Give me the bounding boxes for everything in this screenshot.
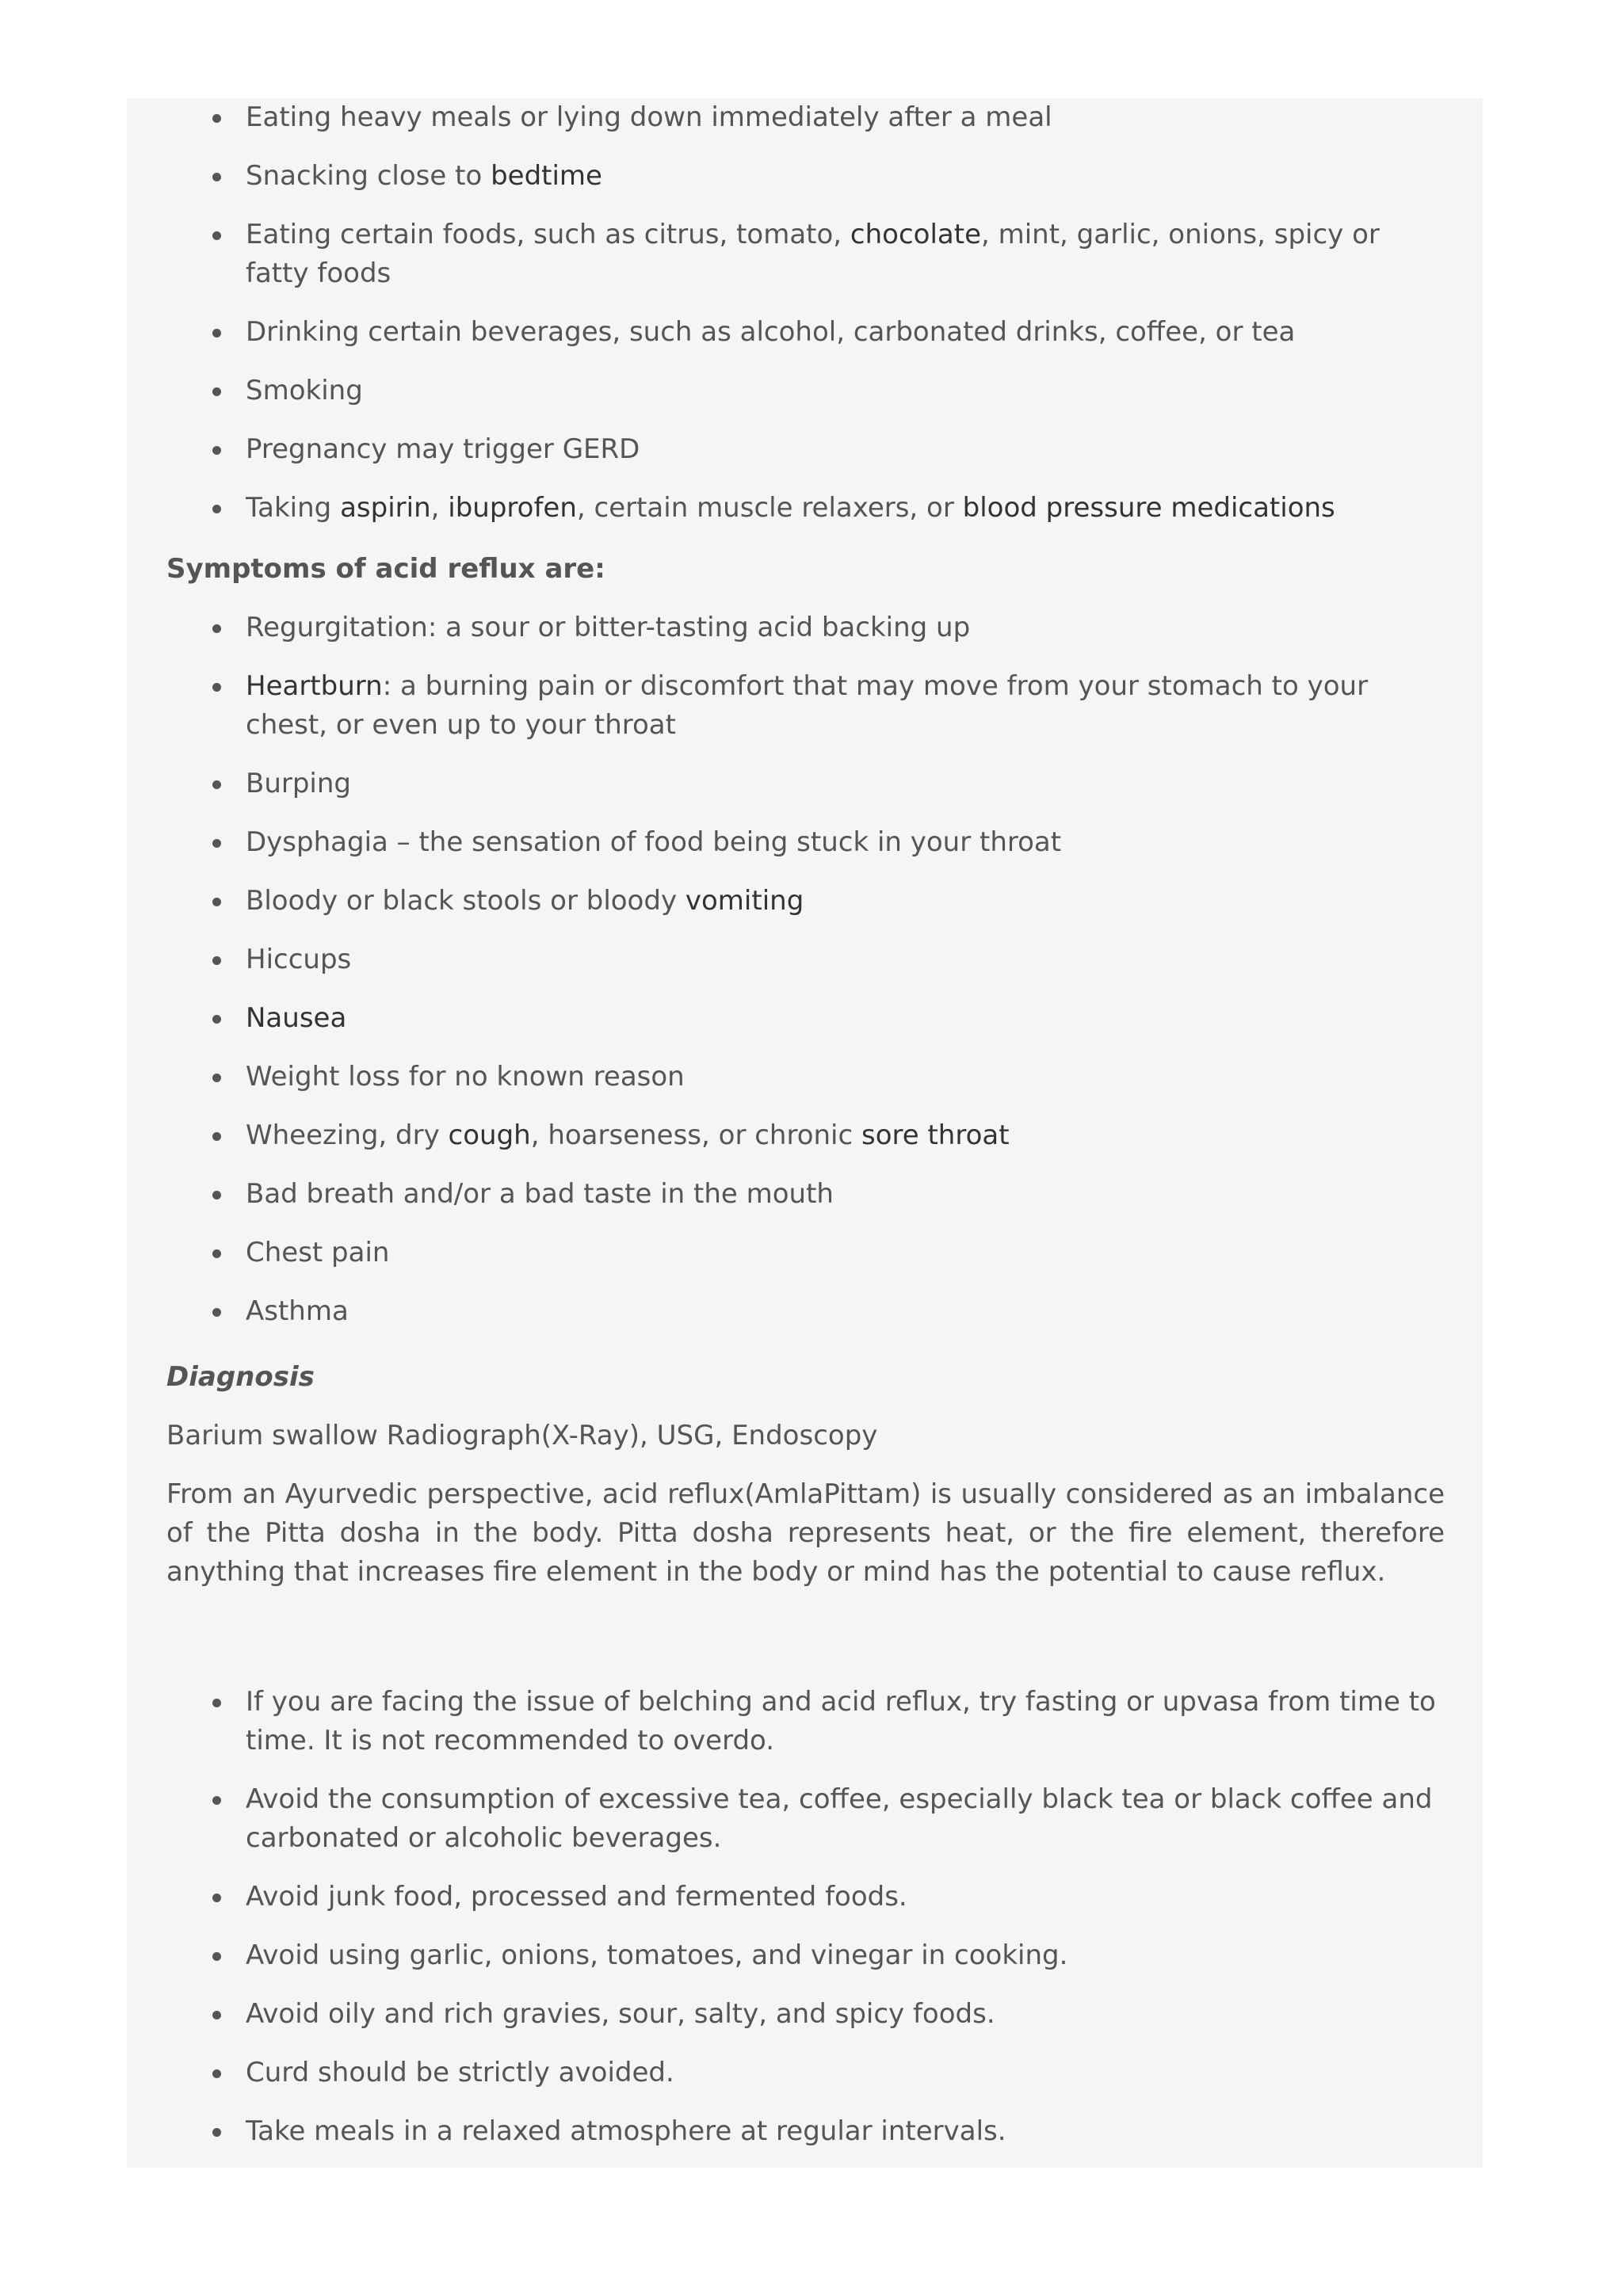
advice-list (166, 1683, 1445, 2151)
causes-section (166, 98, 1445, 547)
list-item (166, 608, 1445, 647)
diagnosis-text-wrap (166, 1417, 1445, 1455)
inline-link[interactable]: cough (448, 1119, 531, 1151)
list-item-text: Asthma (246, 1295, 349, 1327)
list-item-text: Regurgitation: a sour or bitter-tasting acid backing up (246, 612, 971, 643)
list-item-text: If you are facing the issue of belching and acid reflux, try fasting or upvasa from time to time. It is not recommended to overdo. (246, 1686, 1436, 1756)
list-item (166, 765, 1445, 803)
advice-section (166, 1683, 1445, 2171)
list-item (166, 823, 1445, 862)
list-item-text: Snacking close to (246, 160, 491, 192)
list-item-text: Avoid the consumption of excessive tea, coffee, especially black tea or black coffee and carbonated or alcoholic beverages. (246, 1783, 1433, 1854)
list-item-text: Hiccups (246, 944, 352, 975)
list-item-text: Avoid using garlic, onions, tomatoes, and vinegar in cooking. (246, 1939, 1068, 1971)
list-item (166, 1683, 1445, 1760)
inline-link[interactable]: blood pressure medications (962, 492, 1335, 524)
list-item (166, 882, 1445, 921)
list-item-text: Avoid junk food, processed and fermented foods. (246, 1881, 907, 1913)
list-item-text: Wheezing, dry (246, 1119, 449, 1151)
symptoms-section (166, 608, 1445, 1351)
list-item-text: Drinking certain beverages, such as alcohol, carbonated drinks, coffee, or tea (246, 316, 1296, 348)
list-item (166, 372, 1445, 410)
ayurveda-paragraph: From an Ayurvedic perspective, acid reflux(AmlaPittam) is usually considered as an imbalance of the Pitta dosha in the body. Pitta dosha represents heat, or the fire element, therefore anything that increases fire element in the body or mind has the potential to cause reflux. (166, 1478, 1445, 1588)
diagnosis-text: Barium swallow Radiograph(X-Ray), USG, Endoscopy (166, 1420, 878, 1451)
list-item-text: , hoarseness, or chronic (530, 1119, 861, 1151)
inline-link[interactable]: Nausea (246, 1002, 347, 1034)
list-item (166, 1878, 1445, 1917)
list-item-text: Avoid oily and rich gravies, sour, salty, and spicy foods. (246, 1998, 995, 2030)
symptoms-heading: Symptoms of acid reflux are: (166, 553, 605, 585)
list-item (166, 999, 1445, 1038)
list-item-text: Take meals in a relaxed atmosphere at regular intervals. (246, 2115, 1006, 2147)
inline-link[interactable]: vomiting (685, 885, 804, 917)
list-item-text: Taking (246, 492, 341, 524)
inline-link[interactable]: bedtime (491, 160, 602, 192)
list-item-text: Eating certain foods, such as citrus, tomato, (246, 219, 850, 250)
list-item (166, 98, 1445, 137)
diagnosis-heading-wrap (166, 1358, 1445, 1397)
symptoms-list (166, 608, 1445, 1331)
list-item-text: Curd should be strictly avoided. (246, 2057, 674, 2088)
diagnosis-heading: Diagnosis (166, 1361, 315, 1393)
list-item (166, 1936, 1445, 1975)
list-item-text: : a burning pain or discomfort that may move from your stomach to your chest, or even up to your throat (246, 670, 1369, 741)
article-panel (127, 98, 1483, 2168)
list-item (166, 1175, 1445, 1214)
list-item-text: Pregnancy may trigger GERD (246, 433, 640, 465)
list-item-text: , mint, garlic, onions, spicy or fatty foods (246, 219, 1380, 289)
list-item (166, 1995, 1445, 2034)
list-item (166, 313, 1445, 352)
list-item-text: Bad breath and/or a bad taste in the mouth (246, 1178, 834, 1210)
inline-link[interactable]: Heartburn (246, 670, 383, 702)
list-item-text: Dysphagia – the sensation of food being stuck in your throat (246, 826, 1062, 858)
list-item-text: Bloody or black stools or bloody (246, 885, 685, 917)
list-item (166, 430, 1445, 469)
list-item (166, 2054, 1445, 2092)
causes-list (166, 98, 1445, 528)
list-item (166, 1234, 1445, 1272)
list-item-text: , (430, 492, 449, 524)
list-item (166, 2112, 1445, 2151)
list-item (166, 667, 1445, 745)
list-item-text: Chest pain (246, 1237, 390, 1268)
list-item-text: , certain muscle relaxers, or (576, 492, 963, 524)
ayurveda-paragraph-wrap (166, 1475, 1445, 1592)
inline-link[interactable]: aspirin (340, 492, 431, 524)
list-item-text: Smoking (246, 375, 363, 406)
inline-link[interactable]: sore throat (861, 1119, 1010, 1151)
inline-link[interactable]: ibuprofen (448, 492, 577, 524)
list-item (166, 1780, 1445, 1858)
list-item (166, 1116, 1445, 1155)
list-item (166, 1292, 1445, 1331)
list-item-text: Burping (246, 768, 352, 799)
list-item-text: Eating heavy meals or lying down immediately after a meal (246, 101, 1052, 133)
list-item (166, 157, 1445, 196)
list-item (166, 489, 1445, 528)
inline-link[interactable]: chocolate (850, 219, 981, 250)
list-item-text: Weight loss for no known reason (246, 1061, 685, 1093)
list-item (166, 215, 1445, 293)
list-item (166, 1058, 1445, 1097)
symptoms-heading-wrap (166, 550, 1445, 589)
list-item (166, 940, 1445, 979)
